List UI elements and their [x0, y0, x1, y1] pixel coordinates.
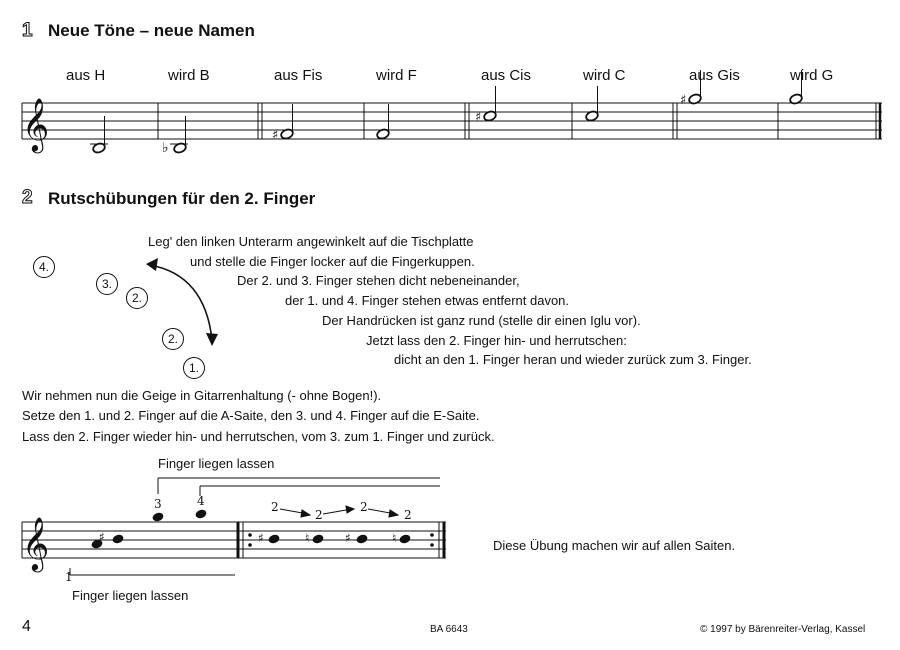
svg-text:♯: ♯ — [99, 530, 105, 544]
svg-text:♯: ♯ — [258, 531, 264, 545]
svg-text:♯: ♯ — [272, 128, 279, 143]
instruction-line-5: Der Handrücken ist ganz rund (stelle dir einen Iglu vor). — [322, 313, 641, 328]
instruction-line-4: der 1. und 4. Finger stehen etwas entfernt davon. — [285, 293, 570, 308]
svg-text:♮: ♮ — [305, 531, 310, 545]
finger-circle-2b: 2. — [162, 328, 184, 350]
instruction-line-3: Der 2. und 3. Finger stehen dicht nebeneinander, — [237, 273, 520, 288]
note-label-aus-cis: aus Cis — [481, 67, 532, 84]
note-label-wird-f: wird F — [376, 67, 417, 84]
note-e5 — [194, 508, 207, 519]
section-2-title: Rutschübungen für den 2. Finger — [48, 189, 316, 208]
instruction-line-1: Leg' den linken Unterarm angewinkelt auf die Tischplatte — [148, 234, 474, 249]
fingering-1: 1 — [65, 570, 73, 584]
body-line-2: Setze den 1. und 2. Finger auf die A-Saite, den 3. und 4. Finger auf die E-Saite. — [22, 408, 480, 423]
finger-top-label: Finger liegen lassen — [158, 456, 275, 471]
fingering-2a: 2 — [271, 500, 279, 514]
svg-text:♯: ♯ — [475, 110, 482, 125]
body-line-1: Wir nehmen nun die Geige in Gitarrenhaltung (- ohne Bogen!). — [22, 388, 382, 403]
fingering-3: 3 — [154, 497, 162, 511]
note-cis5-b — [355, 533, 368, 544]
fingering-2d: 2 — [404, 508, 412, 522]
finger-circle-3: 3. — [96, 273, 118, 295]
svg-text:♯: ♯ — [680, 93, 687, 108]
note-label-aus-h: aus H — [66, 67, 106, 84]
note-c5-b — [398, 533, 411, 544]
copyright: © 1997 by Bärenreiter-Verlag, Kassel — [700, 624, 866, 635]
treble-clef-icon: 𝄞 — [22, 97, 50, 151]
catalog-number: BA 6643 — [430, 624, 468, 635]
note-label-aus-fis: aus Fis — [274, 67, 323, 84]
note-d5 — [151, 511, 164, 522]
instruction-line-2: und stelle die Finger locker auf die Fingerkuppen. — [190, 254, 475, 269]
finger-circle-2a: 2. — [126, 287, 148, 309]
fingering-2c: 2 — [360, 500, 368, 514]
section-1-number: 1 — [22, 20, 33, 41]
section-1-title: Neue Töne – neue Namen — [48, 21, 255, 40]
svg-text:♮: ♮ — [392, 531, 397, 545]
note-cis5 — [111, 533, 124, 544]
finger-circle-1: 1. — [183, 357, 205, 379]
section-2-number: 2 — [22, 187, 33, 208]
note-label-aus-gis: aus Gis — [689, 67, 740, 84]
fingering-2b: 2 — [315, 508, 323, 522]
finger-circle-4: 4. — [33, 256, 55, 278]
instruction-line-6: Jetzt lass den 2. Finger hin- und herrutschen: — [366, 333, 627, 348]
note-label-wird-b: wird B — [168, 67, 210, 84]
instruction-line-7: dicht an den 1. Finger heran und wieder zurück zum 3. Finger. — [394, 352, 752, 367]
fingering-4: 4 — [197, 494, 205, 508]
finger-bottom-label: Finger liegen lassen — [72, 588, 189, 603]
svg-text:♭: ♭ — [162, 140, 169, 156]
side-note: Diese Übung machen wir auf allen Saiten. — [493, 538, 736, 553]
body-line-3: Lass den 2. Finger wieder hin- und herrutschen, vom 3. zum 1. Finger und zurück. — [22, 429, 495, 444]
svg-text:♯: ♯ — [345, 531, 351, 545]
note-c5-a — [311, 533, 324, 544]
page-number: 4 — [22, 618, 31, 635]
note-cis5-a — [267, 533, 280, 544]
treble-clef-icon: 𝄞 — [22, 516, 50, 570]
note-label-wird-g: wird G — [790, 67, 834, 84]
note-label-wird-c: wird C — [583, 67, 626, 84]
